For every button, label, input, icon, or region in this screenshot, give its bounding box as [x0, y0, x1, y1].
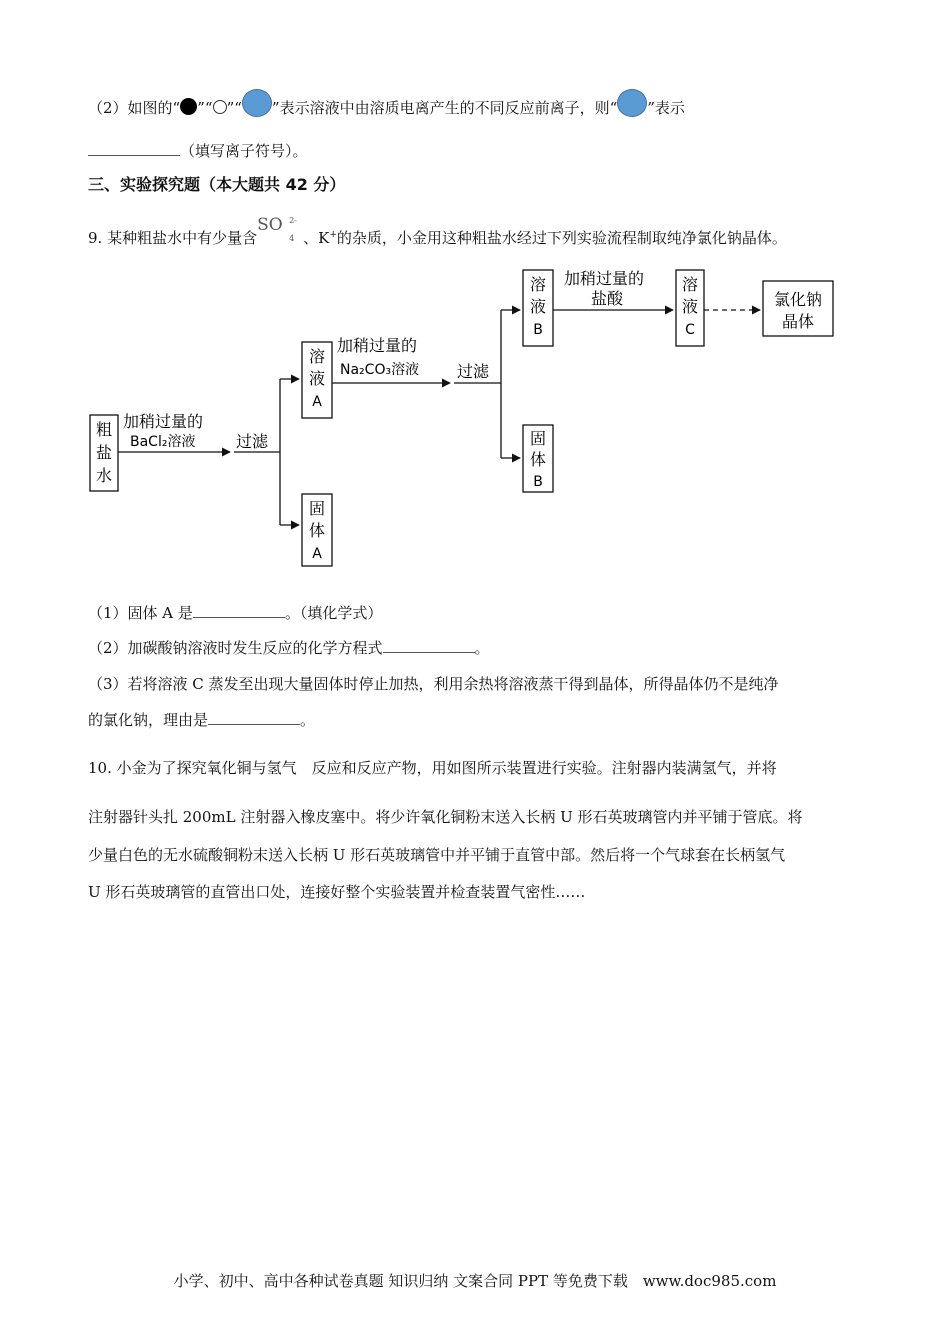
potassium-charge: + [329, 230, 337, 240]
text-segment: （填写离子符号）。 [180, 142, 308, 160]
box-solid-b-text-2: 体 [529, 450, 547, 469]
answer-blank[interactable] [88, 141, 180, 156]
formula-main: SO [257, 215, 283, 235]
sulfate-ion-formula [257, 215, 303, 245]
text-segment: 的氯化钠，理由是 [88, 711, 209, 729]
text-segment: 9. 某种粗盐水中有少量含 [88, 229, 258, 247]
reagent1-line1: 加稍过量的 [123, 412, 204, 431]
reagent1-line2: BaCl₂溶液 [130, 434, 196, 450]
reagent2-line1: 加稍过量的 [337, 336, 418, 355]
text-segment: ”表示 [647, 99, 685, 117]
answer-blank[interactable] [193, 603, 285, 618]
filter2-label: 过滤 [457, 362, 490, 381]
page-footer: 小学、初中、高中各种试卷真题 知识归纳 文案合同 PPT 等免费下载 www.doc985.com [173, 1272, 777, 1290]
box-solution-c-text-1: 溶 [681, 275, 699, 294]
formula-subscript: 4 [289, 234, 295, 243]
q10-line2: 注射器针头扎 200mL 注射器入橡皮塞中。将少许氧化铜粉末送入长柄 U 形石英玻璃管内并平铺于管底。将 [88, 808, 803, 826]
q9-part3-line1: （3）若将溶液 C 蒸发至出现大量固体时停止加热，利用余热将溶液蒸干得到晶体，所得晶体仍不是纯净 [88, 675, 779, 693]
text-segment: 。（填化学式） [284, 604, 383, 622]
box-solution-c-text-2: 液 [681, 297, 699, 316]
reagent3-line1: 加稍过量的 [564, 269, 645, 288]
q9-part3-line2 [88, 710, 315, 730]
section-heading: 三、实验探究题（本大题共 42 分） [88, 175, 346, 194]
formula-charge: 2- [289, 216, 297, 225]
reagent3-line2: 盐酸 [591, 289, 624, 308]
answer-blank[interactable] [383, 638, 475, 653]
blue-ion-icon [617, 89, 647, 117]
text-segment: （2）加碳酸钠溶液时发生反应的化学方程式 [88, 639, 383, 657]
box-solid-a-text-3: A [312, 546, 322, 562]
box-solid-b-text-3: B [533, 474, 543, 490]
white-ion-icon [213, 100, 227, 114]
q9-stem [88, 215, 787, 248]
box-nacl-crystal-text-1: 氯化钠 [773, 290, 823, 309]
box-solution-b-text-2: 液 [529, 297, 547, 316]
text-segment: ”“ [226, 99, 242, 117]
answer-blank[interactable] [208, 710, 300, 725]
q10-line1: 10. 小金为了探究氧化铜与氢气 反应和反应产物，用如图所示装置进行实验。注射器内装满氢气，并将 [88, 759, 777, 777]
box-raw-brine-text-3: 水 [95, 466, 113, 485]
flow-chart [88, 265, 848, 575]
q10-line4: U 形石英玻璃管的直管出口处，连接好整个实验装置并检查装置气密性…… [88, 883, 586, 901]
text-segment: ”表示溶液中由溶质电离产生的不同反应前离子，则“ [271, 99, 618, 117]
box-nacl-crystal-text-2: 晶体 [781, 312, 815, 331]
box-solid-a-text-1: 固 [308, 499, 326, 518]
box-solution-b-text-1: 溶 [529, 275, 547, 294]
q9-part2 [88, 638, 490, 658]
text-segment: 的杂质，小金用这种粗盐水经过下列实验流程制取纯净氯化钠晶体。 [336, 229, 787, 247]
q10-line3: 少量白色的无水硫酸铜粉末送入长柄 U 形石英玻璃管中并平铺于直管中部。然后将一个气球套在长柄氢气 [88, 846, 786, 864]
text-segment: （1）固体 A 是 [88, 604, 193, 622]
box-raw-brine-text-1: 粗 [95, 420, 113, 439]
box-solid-a-text-2: 体 [308, 521, 326, 540]
text-segment: ”“ [197, 99, 213, 117]
box-solution-a-text-2: 液 [308, 369, 326, 388]
box-solution-c-text-3: C [685, 322, 695, 338]
q8-part2-line1 [88, 89, 685, 118]
filter1-label: 过滤 [236, 432, 269, 451]
box-solid-b-text-1: 固 [529, 429, 547, 448]
box-solution-b-text-3: B [533, 322, 543, 338]
box-raw-brine-text-2: 盐 [95, 443, 113, 462]
box-solution-a-text-1: 溶 [308, 347, 326, 366]
blue-ion-icon [242, 89, 272, 117]
text-segment: 。 [300, 711, 316, 729]
text-segment: （2）如图的“ [88, 99, 181, 117]
reagent2-line2: Na₂CO₃溶液 [340, 362, 420, 378]
q9-part1 [88, 603, 382, 623]
box-solution-a-text-3: A [312, 394, 322, 410]
text-segment: 。 [474, 639, 490, 657]
q8-part2-line2 [88, 141, 308, 161]
text-segment: 、K [303, 229, 330, 247]
black-ion-icon [180, 98, 197, 115]
